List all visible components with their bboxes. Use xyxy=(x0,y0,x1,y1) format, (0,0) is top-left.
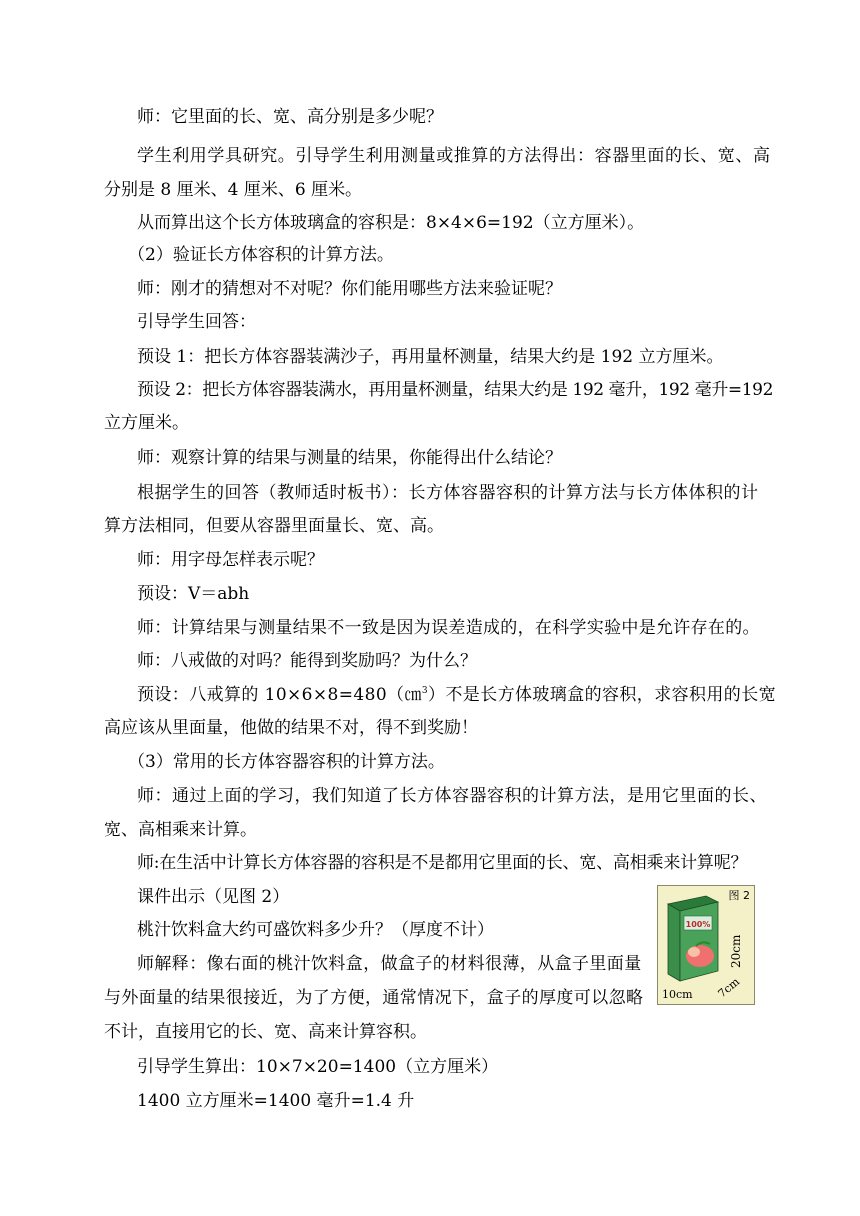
paragraph-line: 师：刚才的猜想对不对呢？你们能用哪些方法来验证呢？ xyxy=(137,279,562,299)
juice-box-figure xyxy=(657,885,755,1005)
brand-text: 100% xyxy=(685,920,711,929)
paragraph-line: 不计，直接用它的长、宽、高来计算容积。 xyxy=(104,1022,427,1042)
juice-box-illustration xyxy=(658,886,755,1005)
paragraph-line: 师解释：像右面的桃汁饮料盒，做盒子的材料很薄，从盒子里面量 xyxy=(137,954,642,974)
paragraph-line: 师:在生活中计算长方体容器的容积是不是都用它里面的长、宽、高相乘来计算呢？ xyxy=(137,853,748,873)
figure-caption: 图 2 xyxy=(728,889,750,902)
paragraph-line: 师：八戒做的对吗？能得到奖励吗？为什么？ xyxy=(137,651,477,671)
width-label: 7cm xyxy=(715,975,743,1001)
paragraph-line: 桃汁饮料盒大约可盛饮料多少升？（厚度不计） xyxy=(137,920,494,940)
paragraph-line: 宽、高相乘来计算。 xyxy=(104,820,257,840)
box-front-face xyxy=(680,902,718,981)
paragraph-line: 高应该从里面量，他做的结果不对，得不到奖励！ xyxy=(104,718,478,738)
paragraph-line: 师：它里面的长、宽、高分别是多少呢？ xyxy=(137,107,443,127)
paragraph-line: 引导学生回答： xyxy=(137,312,256,332)
paragraph-line: 从而算出这个长方体玻璃盒的容积是：8×4×6=192（立方厘米）。 xyxy=(137,213,645,233)
paragraph-line: 师：观察计算的结果与测量的结果，你能得出什么结论？ xyxy=(137,448,562,468)
paragraph-line: 预设 2：把长方体容器装满水，再用量杯测量，结果大约是 192 毫升，192 毫升=192 xyxy=(137,380,774,400)
box-left-face xyxy=(668,904,680,981)
height-label: 20cm xyxy=(729,934,743,968)
paragraph-line: 分别是 8 厘米、4 厘米、6 厘米。 xyxy=(104,180,363,200)
paragraph-line: 立方厘米。 xyxy=(104,413,189,433)
paragraph-line: 根据学生的回答（教师适时板书）：长方体容器容积的计算方法与长方体体积的计 xyxy=(137,483,759,503)
paragraph-line: 师：用字母怎样表示呢？ xyxy=(137,550,324,570)
paragraph-line: 学生利用学具研究。引导学生利用测量或推算的方法得出：容器里面的长、宽、高 xyxy=(137,146,771,166)
length-label: 10cm xyxy=(662,988,693,1001)
paragraph-line: 1400 立方厘米=1400 毫升=1.4 升 xyxy=(137,1091,415,1111)
paragraph-line: 师：计算结果与测量结果不一致是因为误差造成的，在科学实验中是允许存在的。 xyxy=(137,618,760,638)
paragraph-line: 预设 1：把长方体容器装满沙子，再用量杯测量，结果大约是 192 立方厘米。 xyxy=(137,347,724,367)
paragraph-line: 算方法相同，但要从容器里面量长、宽、高。 xyxy=(104,516,444,536)
paragraph-line: 预设：V＝abh xyxy=(137,584,250,604)
paragraph-line: 课件出示（见图 2） xyxy=(137,887,290,907)
superscript: 3 xyxy=(421,686,428,696)
paragraph-line: 引导学生算出：10×7×20=1400（立方厘米） xyxy=(137,1057,499,1077)
paragraph-line: 师：通过上面的学习，我们知道了长方体容器容积的计算方法，是用它里面的长、 xyxy=(137,786,767,806)
paragraph-line: 预设：八戒算的 10×6×8=480（㎝$^3$）不是长方体玻璃盒的容积，求容积用的长宽 xyxy=(137,685,776,705)
paragraph-line: 与外面量的结果很接近，为了方便，通常情况下，盒子的厚度可以忽略 xyxy=(104,988,644,1008)
peach-highlight xyxy=(688,947,700,957)
section-heading: （2）验证长方体容积的计算方法。 xyxy=(128,245,394,265)
section-heading: （3）常用的长方体容器容积的计算方法。 xyxy=(128,752,445,772)
